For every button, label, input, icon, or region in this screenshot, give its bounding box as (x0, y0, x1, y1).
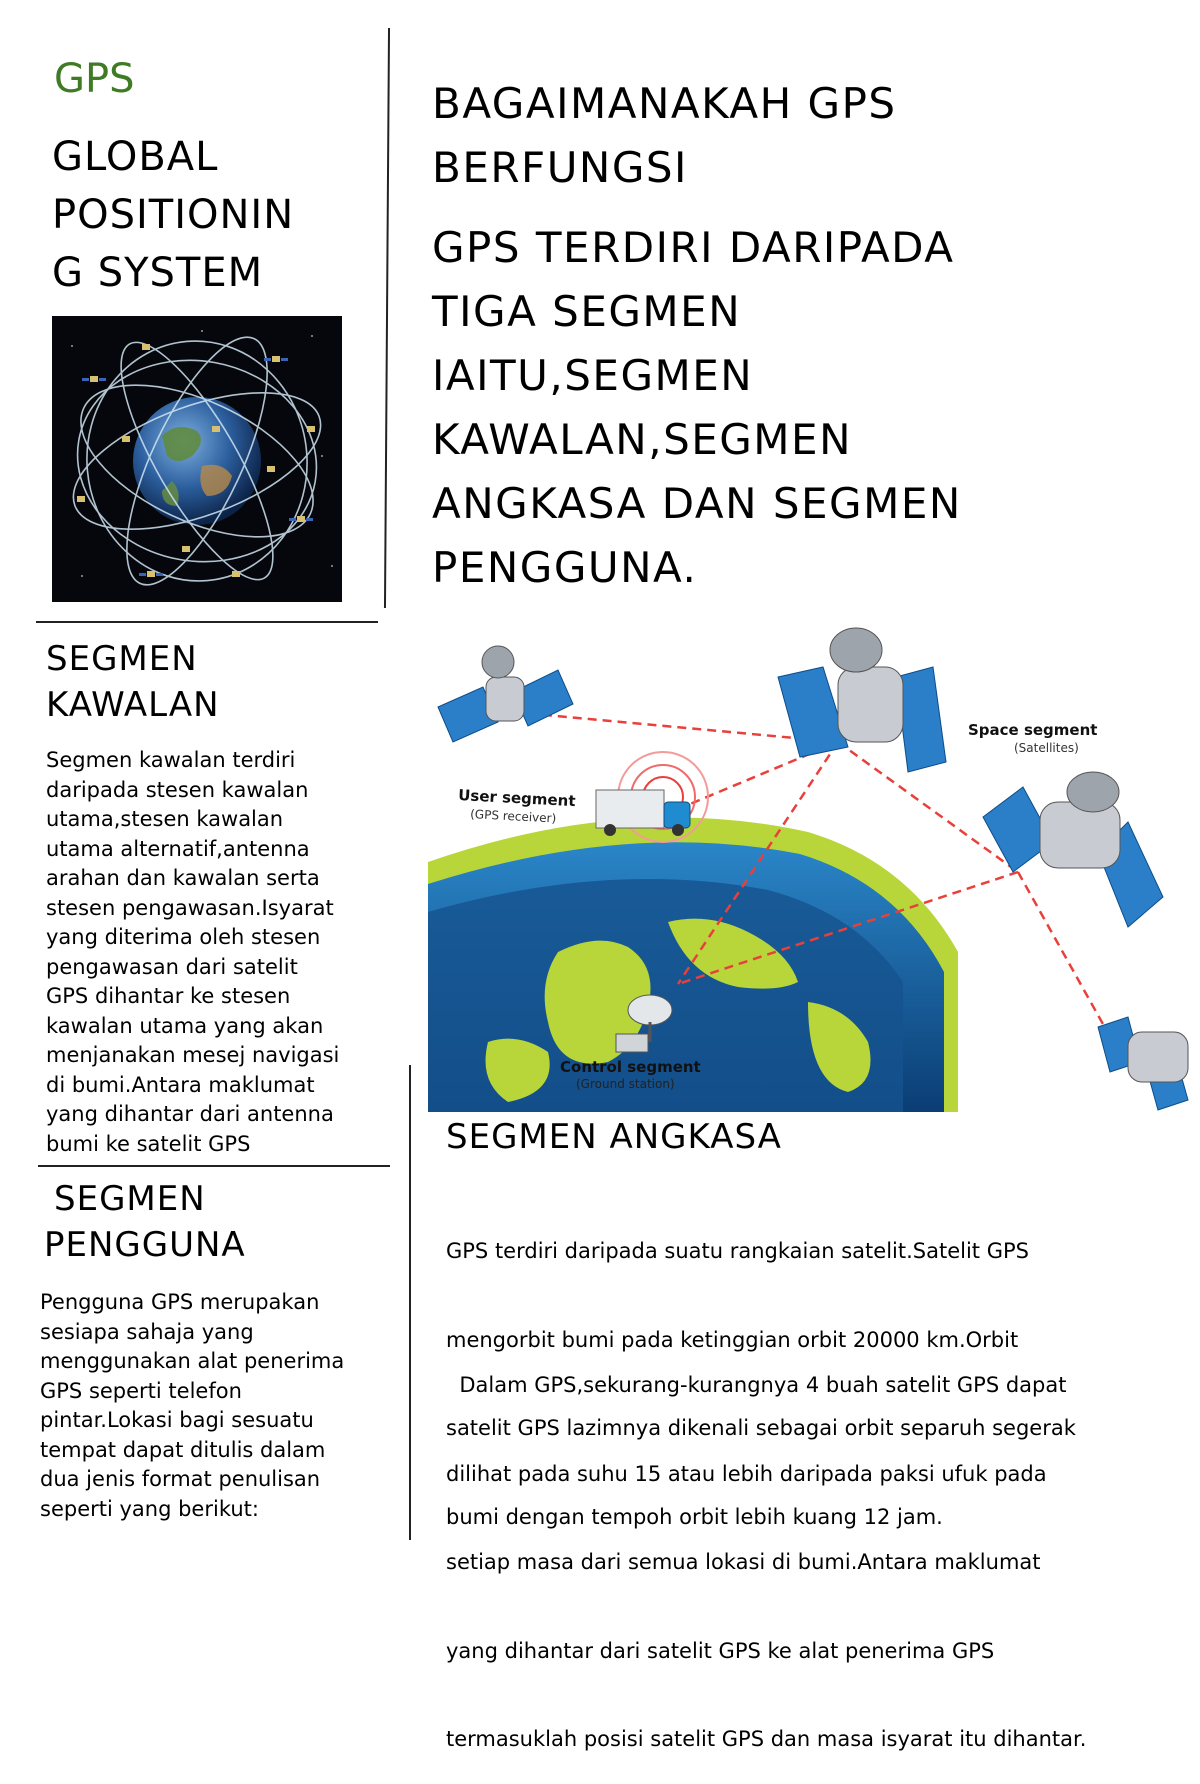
body-line: setiap masa dari semua lokasi di bumi.Antara maklumat (446, 1550, 1041, 1574)
gps-segments-diagram (428, 622, 1200, 1112)
body-line: dilihat pada suhu 15 atau lebih daripada paksi ufuk pada (446, 1461, 1047, 1486)
answer-line: IAITU,SEGMEN (432, 351, 754, 400)
answer-line: ANGKASA DAN SEGMEN (432, 479, 962, 528)
divider-between-segments (38, 1165, 390, 1167)
body-line: seperti yang berikut: (40, 1496, 259, 1521)
body-line: arahan dan kawalan serta (46, 866, 320, 890)
body-line: GPS dihantar ke stesen (46, 984, 291, 1008)
heading-line: PENGGUNA (44, 1225, 246, 1265)
body-line: utama,stesen kawalan (46, 807, 284, 831)
question-line: BAGAIMANAKAH GPS (432, 79, 897, 128)
space-segment-label: Space segment (968, 721, 1098, 739)
main-title (52, 128, 352, 302)
satellite-icon (438, 646, 573, 742)
satellite-icon (778, 628, 946, 772)
divider-under-image (36, 621, 378, 623)
body-line: yang dihantar dari antenna (46, 1102, 334, 1126)
heading-line: SEGMEN (46, 639, 198, 679)
body-line: menjanakan mesej navigasi (46, 1043, 340, 1067)
title-line: POSITIONIN (52, 192, 295, 238)
title-line: GLOBAL (52, 134, 219, 180)
body-line: Dalam GPS,sekurang-kurangnya 4 buah satelit GPS dapat (446, 1373, 1067, 1397)
gps-tag: GPS (54, 56, 135, 102)
segmen-kawalan-body (46, 746, 386, 1160)
body-line: pengawasan dari satelit (46, 954, 298, 979)
answer-line: PENGGUNA. (432, 543, 698, 592)
answer-heading (432, 216, 962, 600)
body-line: stesen pengawasan.Isyarat (46, 895, 334, 920)
user-segment-label: User segment (457, 786, 576, 811)
body-line: yang dihantar dari satelit GPS ke alat penerima GPS (446, 1638, 995, 1663)
answer-line: TIGA SEGMEN (432, 287, 742, 336)
body-line: di bumi.Antara maklumat (46, 1072, 315, 1097)
body-line: tempat dapat ditulis dalam (40, 1437, 326, 1462)
body-line: yang diterima oleh stesen (46, 925, 321, 949)
heading-line: SEGMEN (54, 1179, 206, 1219)
body-line: utama alternatif,antenna (46, 836, 310, 861)
space-segment-sublabel: (Satellites) (1014, 741, 1079, 755)
user-segment-sublabel: (GPS receiver) (469, 807, 557, 826)
satellite-icon (1098, 1017, 1188, 1110)
heading-line: KAWALAN (46, 685, 220, 725)
segmen-kawalan-heading (46, 636, 220, 728)
body-line: termasuklah posisi satelit GPS dan masa isyarat itu dihantar. (446, 1727, 1087, 1751)
body-line: bumi ke satelit GPS (46, 1131, 251, 1156)
body-line: GPS seperti telefon (40, 1378, 242, 1403)
segmen-pengguna-body (40, 1288, 400, 1524)
body-line: satelit GPS lazimnya dikenali sebagai orbit separuh segerak (446, 1416, 1076, 1440)
question-heading (432, 72, 897, 200)
body-line: daripada stesen kawalan (46, 777, 309, 802)
body-line: pintar.Lokasi bagi sesuatu (40, 1408, 314, 1432)
body-line: kawalan utama yang akan (46, 1013, 324, 1038)
segmen-angkasa-para2 (446, 1312, 1186, 1784)
answer-line: KAWALAN,SEGMEN (432, 415, 852, 464)
body-line: Segmen kawalan terdiri (46, 748, 296, 772)
body-line: GPS terdiri daripada suatu rangkaian satelit.Satelit GPS (446, 1239, 1029, 1263)
body-line: bumi dengan tempoh orbit lebih kuang 12 jam. (446, 1504, 943, 1529)
segmen-angkasa-heading: SEGMEN ANGKASA (446, 1117, 782, 1157)
control-segment-label: Control segment (560, 1058, 701, 1076)
body-line: mengorbit bumi pada ketinggian orbit 20000 km.Orbit (446, 1327, 1019, 1352)
gps-constellation-image (52, 316, 342, 602)
title-line: G SYSTEM (52, 250, 264, 296)
body-line: menggunakan alat penerima (40, 1349, 345, 1373)
earth-orbits-illustration (52, 316, 342, 602)
satellite-icon (983, 772, 1163, 927)
body-line: dua jenis format penulisan (40, 1467, 321, 1491)
column-divider-bottom (409, 1065, 411, 1540)
answer-line: GPS TERDIRI DARIPADA (432, 223, 955, 272)
segments-illustration (428, 622, 1200, 1112)
control-segment-sublabel: (Ground station) (576, 1077, 675, 1091)
segmen-pengguna-heading (44, 1176, 246, 1268)
body-line: sesiapa sahaja yang (40, 1319, 254, 1344)
question-line: BERFUNGSI (432, 143, 688, 192)
column-divider-top (384, 28, 390, 608)
body-line: Pengguna GPS merupakan (40, 1290, 320, 1314)
